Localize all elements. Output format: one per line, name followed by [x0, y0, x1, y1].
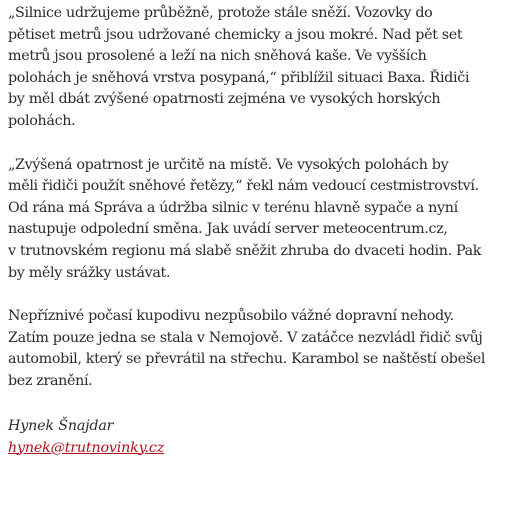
article-paragraph-1: [8, 3, 504, 133]
article-signature: [8, 415, 504, 459]
paragraph-line: by měl dbát zvýšené opatrnosti zejména ve vysokých horských: [8, 91, 441, 108]
paragraph-line: Zatím pouze jedna se stala v Nemojově. V zatáčce nezvládl řidič svůj: [8, 329, 483, 346]
paragraph-line: pětiset metrů jsou udržované chemicky a jsou mokré. Nad pět set: [8, 26, 463, 43]
paragraph-line: v trutnovském regionu má slabě sněžit zhruba do dvaceti hodin. Pak: [8, 242, 482, 259]
paragraph-line: měli řidiči použít sněhové řetězy,“ řekl nám vedoucí cestmistrovství.: [8, 178, 479, 195]
paragraph-line: nastupuje odpolední směna. Jak uvádí server meteocentrum.cz,: [8, 221, 448, 238]
paragraph-line: bez zranění.: [8, 372, 93, 389]
paragraph-line: metrů jsou prosolené a leží na nich sněhová kaše. Ve vyšších: [8, 48, 427, 65]
paragraph-line: automobil, který se převrátil na střechu. Karambol se naštěstí obešel: [8, 351, 486, 368]
article-paragraph-2: [8, 155, 504, 285]
author-name: Hynek Šnajdar: [8, 417, 114, 434]
paragraph-line: Nepříznivé počasí kupodivu nezpůsobilo vážné dopravní nehody.: [8, 308, 454, 325]
paragraph-line: „Silnice udržujeme průběžně, protože stále sněží. Vozovky do: [8, 5, 433, 21]
paragraph-line: polohách je sněhová vrstva posypaná,“ přiblížil situaci Baxa. Řidiči: [8, 69, 470, 86]
article-paragraph-3: [8, 306, 504, 392]
paragraph-line: by měly srážky ustávat.: [8, 264, 171, 281]
paragraph-line: „Zvýšená opatrnost je určitě na místě. Ve vysokých polohách by: [8, 156, 449, 173]
paragraph-line: Od rána má Správa a údržba silnic v terénu hlavně sypače a nyní: [8, 199, 458, 216]
article-body: [8, 3, 504, 459]
paragraph-line: polohách.: [8, 112, 76, 129]
author-email-link[interactable]: hynek@trutnovinky.cz: [8, 439, 165, 456]
